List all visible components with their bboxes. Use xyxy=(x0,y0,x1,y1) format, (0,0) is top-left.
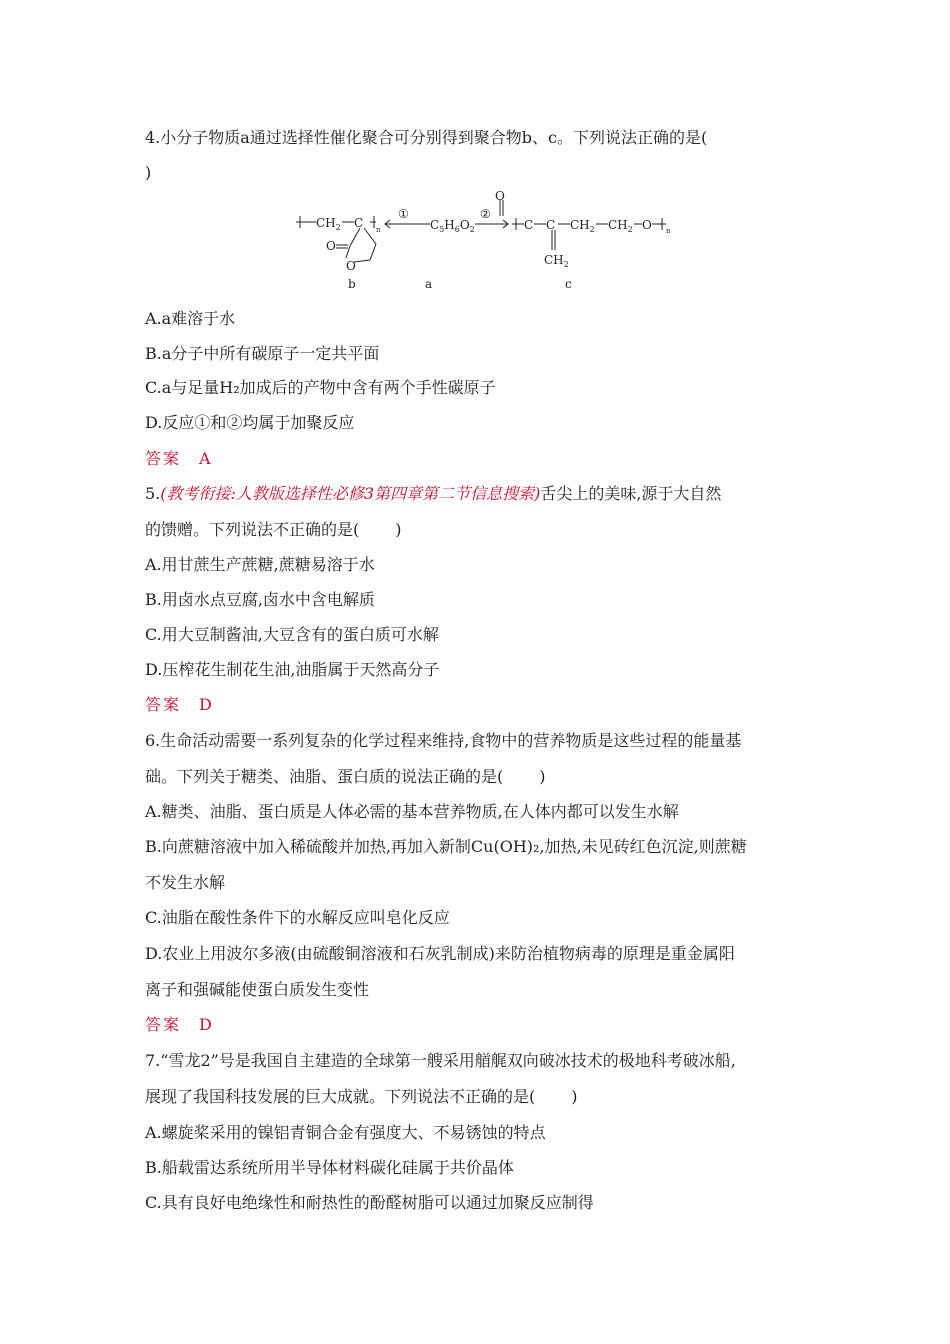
q5-source-note: (教考衔接:人教版选择性必修3第四章第二节信息搜索) xyxy=(160,484,541,503)
c-o-top: O xyxy=(495,189,505,203)
q4-answer xyxy=(145,448,213,470)
q7-option-b: B.船载雷达系统所用半导体材料碳化硅属于共价晶体 xyxy=(145,1158,514,1177)
label-b: b xyxy=(348,277,356,291)
c-n: n xyxy=(666,227,671,235)
q5-option-b: B.用卤水点豆腐,卤水中含电解质 xyxy=(145,590,375,609)
b-n: n xyxy=(376,226,381,234)
c-c2: C xyxy=(546,218,556,232)
q5-option-a: A.用甘蔗生产蔗糖,蔗糖易溶于水 xyxy=(145,555,375,574)
q6-option-d-line1: D.农业上用波尔多液(由硫酸铜溶液和石灰乳制成)来防治植物病毒的原理是重金属阳 xyxy=(145,944,735,963)
q5-stem-line2: 的馈赠。下列说法不正确的是( ) xyxy=(145,520,402,539)
q6-answer xyxy=(145,1014,214,1036)
c-o: O xyxy=(642,218,652,232)
b-c: C xyxy=(354,216,364,230)
q4-reaction-diagram xyxy=(290,188,670,298)
q6-option-b-line1: B.向蔗糖溶液中加入稀硫酸并加热,再加入新制Cu(OH)₂,加热,未见砖红色沉淀,则蔗糖 xyxy=(145,837,747,856)
q4-option-b: B.a分子中所有碳原子一定共平面 xyxy=(145,344,380,363)
q4-answer-value: A xyxy=(199,449,213,468)
c-ch2-1: $CH_2$ xyxy=(570,218,595,234)
b-o-ring: O xyxy=(346,259,356,273)
b-ch2: $CH_2$ xyxy=(316,216,341,232)
q7-stem-line1: 7.“雪龙2”号是我国自主建造的全球第一艘采用艏艉双向破冰技术的极地科考破冰船, xyxy=(145,1051,736,1070)
q6-option-b-line2: 不发生水解 xyxy=(145,873,226,892)
q6-option-a: A.糖类、油脂、蛋白质是人体必需的基本营养物质,在人体内都可以发生水解 xyxy=(145,802,679,821)
ring-edge-5 xyxy=(354,260,370,262)
q5-number: 5. xyxy=(145,484,161,503)
q7-option-a: A.螺旋桨采用的镍铝青铜合金有强度大、不易锈蚀的特点 xyxy=(145,1123,546,1142)
q6-answer-value: D xyxy=(199,1015,214,1034)
q6-answer-label: 答案 xyxy=(145,1015,182,1034)
step1-label: ① xyxy=(398,207,409,221)
q7-stem-line2: 展现了我国科技发展的巨大成就。下列说法不正确的是( ) xyxy=(145,1087,578,1106)
q5-stem xyxy=(145,483,721,505)
q5-stem-rest: 舌尖上的美味,源于大自然 xyxy=(540,484,722,503)
ring-edge-3 xyxy=(364,228,376,244)
q4-stem-close: ) xyxy=(145,163,152,182)
q4-option-a: A.a难溶于水 xyxy=(145,309,236,328)
step2-label: ② xyxy=(480,207,491,221)
c-ch2-vinyl: $CH_2$ xyxy=(544,253,569,269)
q6-stem-line1: 6.生命活动需要一系列复杂的化学过程来维持,食物中的营养物质是这些过程的能量基 xyxy=(145,731,742,750)
q6-stem-line2: 础。下列关于糖类、油脂、蛋白质的说法正确的是( ) xyxy=(145,767,546,786)
q5-answer-value: D xyxy=(199,695,214,714)
q5-answer-label: 答案 xyxy=(145,695,182,714)
q5-answer xyxy=(145,694,214,716)
b-o-carbonyl: O xyxy=(326,239,336,253)
q6-option-c: C.油脂在酸性条件下的水解反应叫皂化反应 xyxy=(145,908,450,927)
q5-option-d: D.压榨花生制花生油,油脂属于天然高分子 xyxy=(145,660,440,679)
label-a: a xyxy=(425,277,433,291)
label-c: c xyxy=(565,277,572,291)
q4-stem: 4.小分子物质a通过选择性催化聚合可分别得到聚合物b、c。下列说法正确的是( xyxy=(145,128,708,147)
q4-option-c: C.a与足量H₂加成后的产物中含有两个手性碳原子 xyxy=(145,378,496,397)
ring-edge-1 xyxy=(350,228,360,246)
q4-option-d: D.反应①和②均属于加聚反应 xyxy=(145,413,355,432)
formula-a: $C_5H_6O_2$ xyxy=(430,218,475,234)
c-c1: C xyxy=(524,218,534,232)
q7-option-c: C.具有良好电绝缘性和耐热性的酚醛树脂可以通过加聚反应制得 xyxy=(145,1193,594,1212)
q6-option-d-line2: 离子和强碱能使蛋白质发生变性 xyxy=(145,980,370,999)
q5-option-c: C.用大豆制酱油,大豆含有的蛋白质可水解 xyxy=(145,625,439,644)
ring-edge-4 xyxy=(370,244,376,260)
c-ch2-2: $CH_2$ xyxy=(608,218,633,234)
q4-answer-label: 答案 xyxy=(145,449,182,468)
